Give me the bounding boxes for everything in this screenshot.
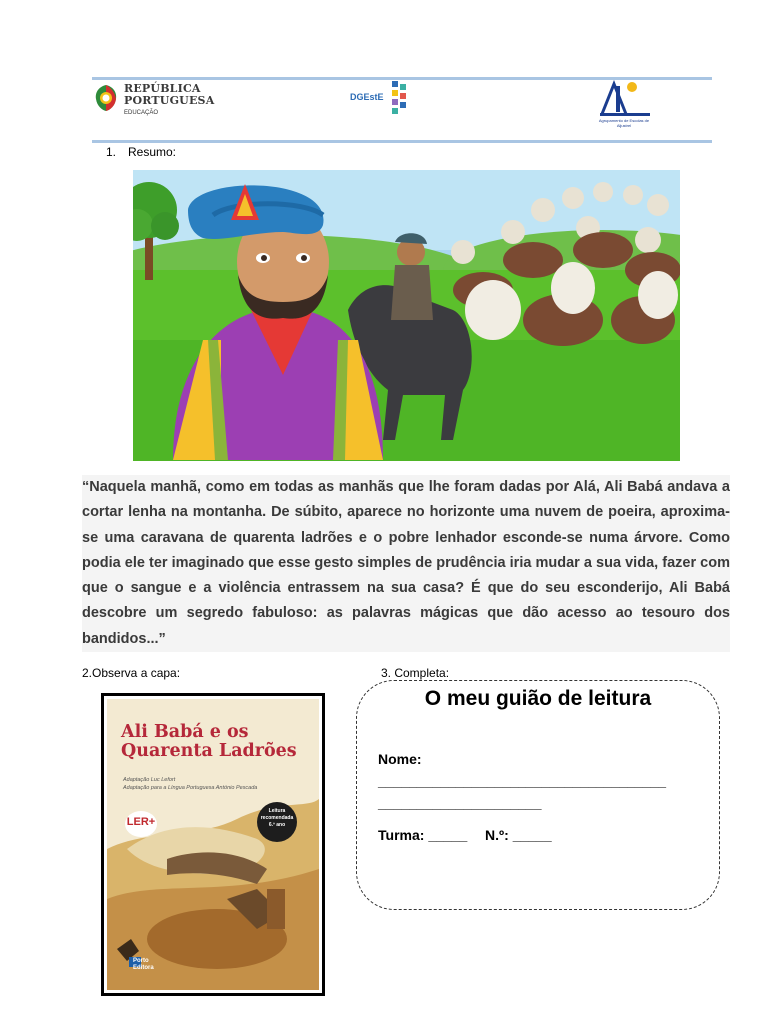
- header-bottom-rule: [92, 140, 712, 143]
- dgeste-squares-icon: [390, 80, 410, 118]
- number-blank[interactable]: _____: [512, 827, 552, 843]
- summary-quote: “Naquela manhã, como em todas as manhãs que lhe foram dadas por Alá, Ali Babá andava a cortar lenha na montanha. De súbito, aparece no horizonte uma nuvem de poeira, aproxima-se uma caravana de quarenta ladrões e o pobre lenhador esconde-se numa árvore. Como podia ele ter imaginado que esse gesto simples de prudência iria mudar a sua vida, fazer com que o sangue e a violência entrassem na sua casa? É que do seu esconderijo, Ali Babá descobre um segredo fabuloso: as palavras mágicas que dão acesso ao tesouro dos bandidos...”: [82, 475, 730, 652]
- class-blank[interactable]: _____: [428, 827, 468, 843]
- school-emblem-icon: [592, 80, 656, 118]
- publisher-line2: Editora: [133, 965, 154, 971]
- publisher-line1: Porto: [133, 958, 149, 964]
- cover-title-line1: Ali Babá e os: [121, 722, 249, 742]
- cover-credit-translation: Adaptação para a Língua Portuguesa António Pescada: [123, 785, 258, 791]
- badge-line1: Leitura: [268, 808, 286, 814]
- publisher-logo: [133, 958, 154, 972]
- section-complete-label: 3. Completa:: [381, 666, 450, 680]
- cover-credit-adaptation: Adaptação Luc Lefort: [123, 777, 176, 783]
- name-blank-line2[interactable]: _____________________: [378, 795, 542, 811]
- class-number-row: [378, 827, 552, 843]
- section-cover-label: 2.Observa a capa:: [82, 666, 181, 680]
- name-blank-line1[interactable]: _____________________________________: [378, 773, 667, 789]
- republica-portuguesa-logo: [94, 82, 214, 122]
- number-label: N.º:: [485, 827, 509, 843]
- badge-line2: recomendada: [260, 815, 294, 821]
- section-label: Resumo:: [128, 145, 177, 159]
- logo-text-line2: PORTUGUESA: [124, 94, 215, 107]
- logo-subtext: EDUCAÇÃO: [124, 110, 159, 116]
- badge-line3: 6.º ano: [268, 822, 286, 828]
- book-cover: [101, 693, 325, 996]
- school-caption: Agrupamento de Escolas de Aljustrel: [598, 118, 650, 128]
- ali-baba-scene-illustration: [133, 170, 680, 461]
- reading-guide-box: [356, 680, 720, 910]
- section-number: 1.: [106, 145, 117, 159]
- coat-of-arms-icon: [94, 84, 118, 112]
- guide-title: O meu guião de leitura: [424, 687, 652, 710]
- dgeste-logo: [348, 80, 410, 118]
- class-label: Turma:: [378, 827, 425, 843]
- section-resumo-heading: [106, 145, 176, 159]
- dgeste-text: DGEstE: [350, 92, 384, 102]
- cover-title-line2: Quarenta Ladrões: [121, 741, 297, 761]
- ler-plus-badge: LER+: [125, 811, 157, 837]
- school-logo: [592, 80, 656, 130]
- name-label: Nome:: [378, 751, 422, 767]
- logo-text-line1: REPÚBLICA: [124, 82, 201, 95]
- recommended-reading-badge: [257, 802, 297, 842]
